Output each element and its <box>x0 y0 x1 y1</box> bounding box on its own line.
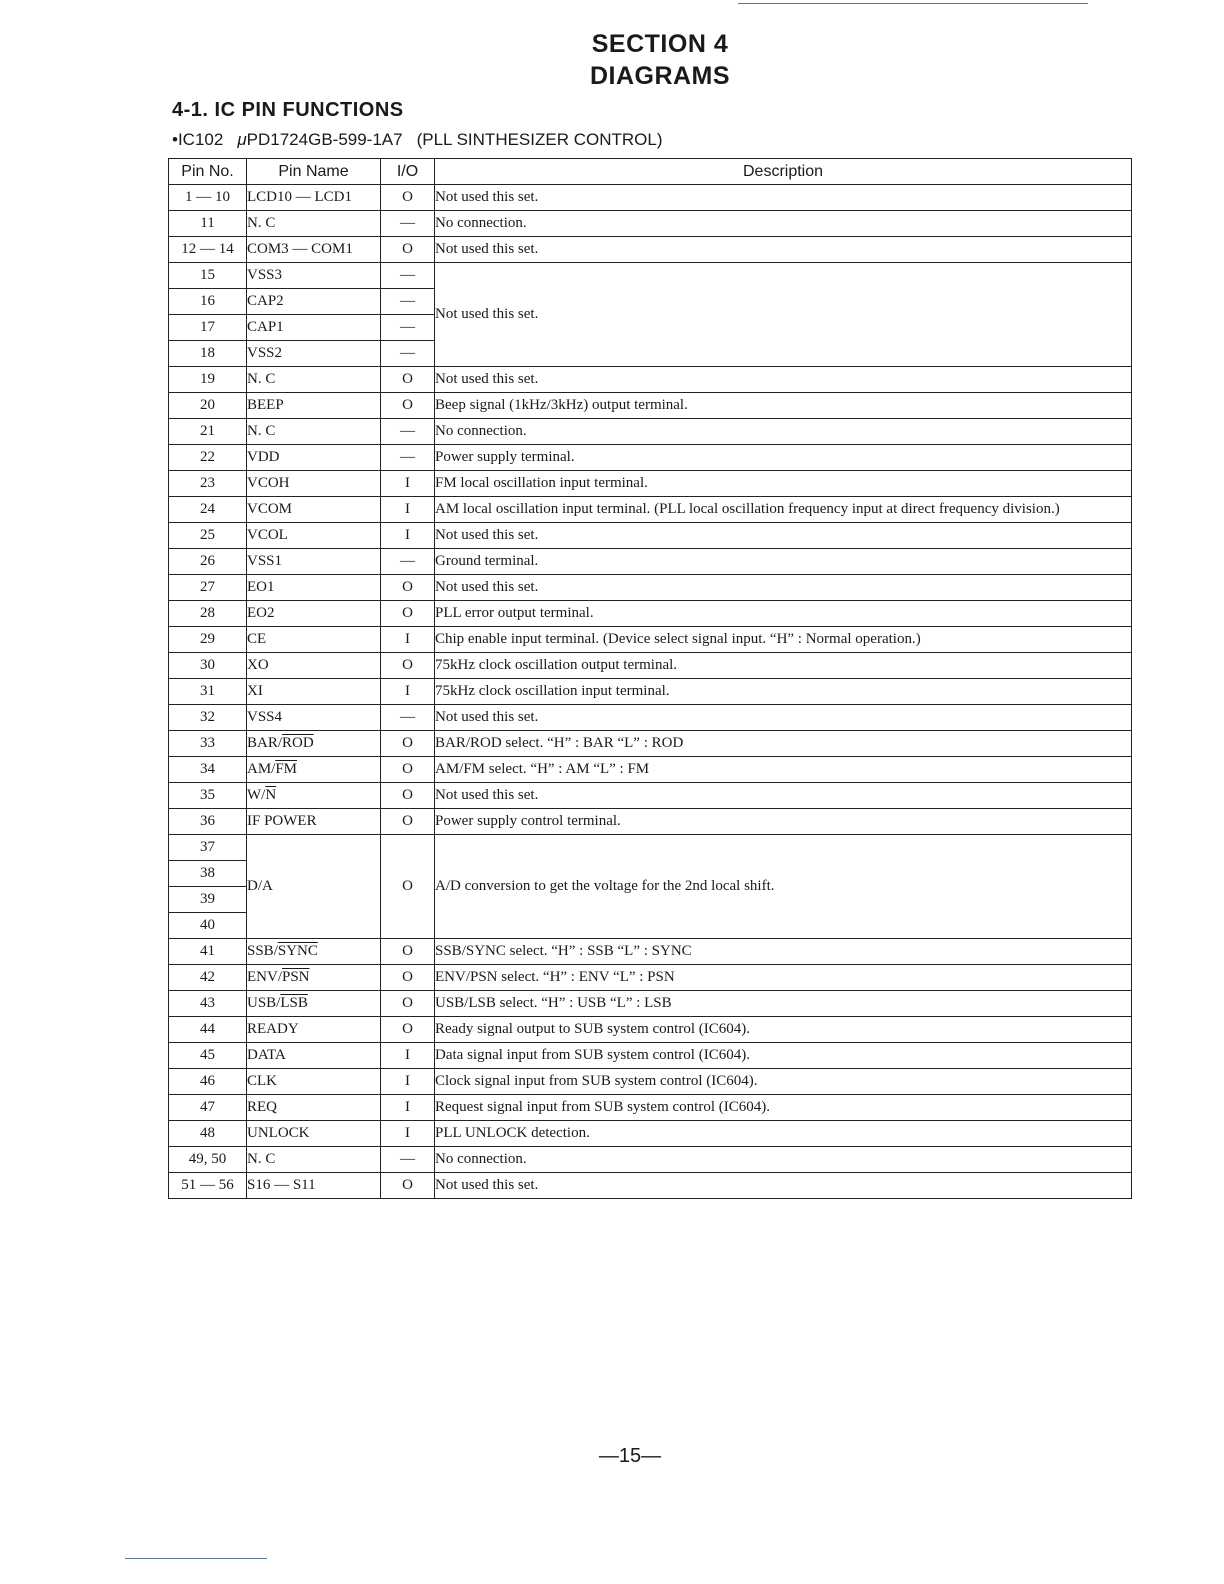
pin-name-text: N. C <box>247 215 276 231</box>
pin-number: 17 <box>169 315 247 341</box>
pin-number: 27 <box>169 575 247 601</box>
pin-name <box>247 341 381 367</box>
pin-io: I <box>381 1121 435 1147</box>
pin-number: 20 <box>169 393 247 419</box>
pin-name <box>247 497 381 523</box>
pin-description: PLL UNLOCK detection. <box>435 1121 1132 1147</box>
table-row <box>169 419 1132 445</box>
pin-number: 31 <box>169 679 247 705</box>
pin-description: Clock signal input from SUB system control (IC604). <box>435 1069 1132 1095</box>
pin-name <box>247 705 381 731</box>
pin-name <box>247 393 381 419</box>
pin-name <box>247 679 381 705</box>
ic-reference: •IC102 <box>172 130 224 149</box>
pin-description: Not used this set. <box>435 523 1132 549</box>
pin-description: Data signal input from SUB system control (IC604). <box>435 1043 1132 1069</box>
pin-number: 48 <box>169 1121 247 1147</box>
pin-name <box>247 939 381 965</box>
pin-name <box>247 1121 381 1147</box>
pin-name-active-low: $\overline{LSB}$ <box>280 995 308 1011</box>
pin-description: Power supply control terminal. <box>435 809 1132 835</box>
pin-name <box>247 471 381 497</box>
pin-function-table <box>168 158 1132 1199</box>
pin-io: I <box>381 523 435 549</box>
pin-number: 16 <box>169 289 247 315</box>
pin-description: Not used this set. <box>435 705 1132 731</box>
pin-io: — <box>381 211 435 237</box>
pin-name-text: VCOL <box>247 527 288 543</box>
pin-name-text: VCOM <box>247 501 293 517</box>
pin-io: O <box>381 783 435 809</box>
pin-io: I <box>381 1095 435 1121</box>
pin-name-text: N. C <box>247 1151 276 1167</box>
pin-name-text: UNLOCK <box>247 1125 310 1141</box>
pin-io: O <box>381 601 435 627</box>
pin-description: Ready signal output to SUB system control (IC604). <box>435 1017 1132 1043</box>
bottom-rule <box>125 1558 267 1559</box>
pin-description: AM/FM select. “H” : AM “L” : FM <box>435 757 1132 783</box>
pin-name <box>247 965 381 991</box>
pin-name-text: VSS1 <box>247 553 283 569</box>
pin-number: 23 <box>169 471 247 497</box>
pin-io: O <box>381 991 435 1017</box>
table-row <box>169 211 1132 237</box>
table-row <box>169 809 1132 835</box>
pin-io: O <box>381 393 435 419</box>
pin-name-text: CAP2 <box>247 293 284 309</box>
pin-description: Ground terminal. <box>435 549 1132 575</box>
pin-number: 30 <box>169 653 247 679</box>
pin-name-active-low: $\overline{N}$ <box>265 787 277 803</box>
pin-name <box>247 653 381 679</box>
table-row <box>169 1121 1132 1147</box>
pin-name <box>247 419 381 445</box>
pin-io: O <box>381 965 435 991</box>
pin-number: 39 <box>169 887 247 913</box>
pin-name <box>247 523 381 549</box>
pin-io: O <box>381 653 435 679</box>
table-row <box>169 237 1132 263</box>
table-row <box>169 757 1132 783</box>
pin-name-active-low: $\overline{FM}$ <box>275 761 298 777</box>
ic-part-number: PD1724GB-599-1A7 <box>246 130 403 149</box>
pin-number: 33 <box>169 731 247 757</box>
pin-io: O <box>381 731 435 757</box>
pin-name-text: VDD <box>247 449 280 465</box>
pin-name-text: N. C <box>247 371 276 387</box>
table-row <box>169 523 1132 549</box>
pin-description: Not used this set. <box>435 783 1132 809</box>
pin-number: 18 <box>169 341 247 367</box>
table-row <box>169 393 1132 419</box>
pin-name-text: VSS2 <box>247 345 283 361</box>
pin-name-text: EO1 <box>247 579 275 595</box>
pin-name-text: DATA <box>247 1047 286 1063</box>
pin-name-text: D/A <box>247 878 273 894</box>
pin-description: Request signal input from SUB system control (IC604). <box>435 1095 1132 1121</box>
pin-number: 46 <box>169 1069 247 1095</box>
pin-name <box>247 1147 381 1173</box>
pin-io: I <box>381 1043 435 1069</box>
pin-number: 42 <box>169 965 247 991</box>
pin-name <box>247 1069 381 1095</box>
table-row <box>169 445 1132 471</box>
pin-description: PLL error output terminal. <box>435 601 1132 627</box>
pin-name-text: S16 — S11 <box>247 1177 316 1193</box>
pin-name <box>247 783 381 809</box>
header-pin-no: Pin No. <box>169 159 247 185</box>
pin-number: 37 <box>169 835 247 861</box>
pin-name <box>247 1173 381 1199</box>
pin-name-text: LCD10 — LCD1 <box>247 189 352 205</box>
section-title: DIAGRAMS <box>589 62 731 90</box>
pin-name-text: EO2 <box>247 605 275 621</box>
pin-io: — <box>381 289 435 315</box>
pin-name <box>247 601 381 627</box>
pin-number: 34 <box>169 757 247 783</box>
pin-number: 45 <box>169 1043 247 1069</box>
pin-name-text: CLK <box>247 1073 277 1089</box>
header-io: I/O <box>381 159 435 185</box>
table-body <box>169 185 1132 1199</box>
table-row <box>169 549 1132 575</box>
pin-description: Not used this set. <box>435 185 1132 211</box>
pin-name-text: VSS4 <box>247 709 283 725</box>
pin-description: USB/LSB select. “H” : USB “L” : LSB <box>435 991 1132 1017</box>
pin-name-text: REQ <box>247 1099 277 1115</box>
table-row <box>169 705 1132 731</box>
pin-io: — <box>381 705 435 731</box>
pin-number: 43 <box>169 991 247 1017</box>
pin-io: — <box>381 315 435 341</box>
pin-name <box>247 1095 381 1121</box>
table-row <box>169 1069 1132 1095</box>
ic-function: (PLL SINTHESIZER CONTROL) <box>416 130 663 149</box>
table-row <box>169 1173 1132 1199</box>
pin-name <box>247 315 381 341</box>
page-number: —15— <box>598 1445 662 1467</box>
table-row <box>169 965 1132 991</box>
section-heading <box>560 28 760 92</box>
pin-name <box>247 263 381 289</box>
table-row <box>169 627 1132 653</box>
pin-number: 38 <box>169 861 247 887</box>
pin-description: Not used this set. <box>435 237 1132 263</box>
table-row <box>169 731 1132 757</box>
pin-description: Not used this set. <box>435 263 1132 367</box>
pin-number: 26 <box>169 549 247 575</box>
pin-name <box>247 185 381 211</box>
pin-name <box>247 1043 381 1069</box>
pin-name <box>247 731 381 757</box>
pin-number: 24 <box>169 497 247 523</box>
pin-name-text: BAR/ <box>247 735 283 751</box>
pin-name-text: COM3 — COM1 <box>247 241 353 257</box>
pin-description: Beep signal (1kHz/3kHz) output terminal. <box>435 393 1132 419</box>
pin-io: — <box>381 263 435 289</box>
pin-description: No connection. <box>435 1147 1132 1173</box>
table-row <box>169 601 1132 627</box>
pin-description: No connection. <box>435 211 1132 237</box>
pin-name <box>247 757 381 783</box>
pin-name <box>247 575 381 601</box>
pin-name-text: XI <box>247 683 263 699</box>
table-row <box>169 497 1132 523</box>
table-row <box>169 939 1132 965</box>
pin-name-text: USB/ <box>247 995 281 1011</box>
pin-io: O <box>381 185 435 211</box>
pin-number: 12 — 14 <box>169 237 247 263</box>
pin-name-active-low: $\overline{ROD}$ <box>282 735 314 751</box>
top-rule <box>738 3 1088 4</box>
table-row <box>169 1017 1132 1043</box>
pin-description: Not used this set. <box>435 1173 1132 1199</box>
pin-description: ENV/PSN select. “H” : ENV “L” : PSN <box>435 965 1132 991</box>
pin-number: 32 <box>169 705 247 731</box>
pin-name-text: VSS3 <box>247 267 283 283</box>
table-row <box>169 679 1132 705</box>
subsection-title: 4-1. IC PIN FUNCTIONS <box>172 99 404 121</box>
pin-io: I <box>381 1069 435 1095</box>
pin-io: I <box>381 627 435 653</box>
pin-io: — <box>381 1147 435 1173</box>
pin-number: 51 — 56 <box>169 1173 247 1199</box>
pin-io: I <box>381 497 435 523</box>
ic-description-line <box>172 130 677 150</box>
pin-name-text: IF POWER <box>247 813 317 829</box>
table-row <box>169 1147 1132 1173</box>
pin-number: 36 <box>169 809 247 835</box>
pin-io: — <box>381 419 435 445</box>
pin-description: A/D conversion to get the voltage for the 2nd local shift. <box>435 835 1132 939</box>
pin-number: 11 <box>169 211 247 237</box>
pin-io: O <box>381 939 435 965</box>
pin-name-text: BEEP <box>247 397 284 413</box>
pin-description: No connection. <box>435 419 1132 445</box>
pin-name-text: AM/ <box>247 761 276 777</box>
table-row <box>169 835 1132 861</box>
pin-io: O <box>381 367 435 393</box>
pin-io: — <box>381 341 435 367</box>
pin-name <box>247 1017 381 1043</box>
ic-part-prefix: μ <box>237 130 247 149</box>
pin-name-text: VCOH <box>247 475 290 491</box>
pin-description: BAR/ROD select. “H” : BAR “L” : ROD <box>435 731 1132 757</box>
pin-name <box>247 445 381 471</box>
pin-io: I <box>381 471 435 497</box>
pin-number: 44 <box>169 1017 247 1043</box>
pin-description: Not used this set. <box>435 575 1132 601</box>
pin-name-text: READY <box>247 1021 299 1037</box>
pin-description: 75kHz clock oscillation output terminal. <box>435 653 1132 679</box>
pin-name-active-low: $\overline{PSN}$ <box>282 969 310 985</box>
pin-number: 29 <box>169 627 247 653</box>
pin-io: O <box>381 835 435 939</box>
pin-name <box>247 237 381 263</box>
table-row <box>169 991 1132 1017</box>
pin-io: O <box>381 575 435 601</box>
pin-name <box>247 835 381 939</box>
pin-number: 19 <box>169 367 247 393</box>
pin-description: Chip enable input terminal. (Device select signal input. “H” : Normal operation.) <box>435 627 1132 653</box>
table-row <box>169 1043 1132 1069</box>
table-row <box>169 575 1132 601</box>
pin-number: 28 <box>169 601 247 627</box>
pin-io: — <box>381 549 435 575</box>
table-row <box>169 1095 1132 1121</box>
pin-number: 15 <box>169 263 247 289</box>
pin-name-text: SSB/ <box>247 943 278 959</box>
pin-name-text: N. C <box>247 423 276 439</box>
pin-name <box>247 211 381 237</box>
table-row <box>169 185 1132 211</box>
header-description: Description <box>435 159 1132 185</box>
pin-io: O <box>381 237 435 263</box>
table-header-row <box>169 159 1132 185</box>
pin-description: AM local oscillation input terminal. (PLL local oscillation frequency input at direct frequency division.) <box>435 497 1132 523</box>
pin-number: 25 <box>169 523 247 549</box>
pin-name-text: W/ <box>247 787 266 803</box>
pin-name-text: CAP1 <box>247 319 284 335</box>
pin-number: 47 <box>169 1095 247 1121</box>
pin-description: SSB/SYNC select. “H” : SSB “L” : SYNC <box>435 939 1132 965</box>
pin-number: 21 <box>169 419 247 445</box>
pin-description: Not used this set. <box>435 367 1132 393</box>
pin-io: — <box>381 445 435 471</box>
pin-description: FM local oscillation input terminal. <box>435 471 1132 497</box>
pin-name <box>247 549 381 575</box>
table-row <box>169 471 1132 497</box>
pin-name-text: ENV/ <box>247 969 282 985</box>
table-row <box>169 367 1132 393</box>
pin-number: 35 <box>169 783 247 809</box>
pin-name <box>247 809 381 835</box>
pin-description: 75kHz clock oscillation input terminal. <box>435 679 1132 705</box>
pin-io: O <box>381 757 435 783</box>
pin-io: I <box>381 679 435 705</box>
pin-io: O <box>381 809 435 835</box>
pin-name-active-low: SYNC <box>277 943 318 959</box>
section-number: SECTION 4 <box>591 30 729 58</box>
pin-name-text: CE <box>247 631 267 647</box>
pin-io: O <box>381 1017 435 1043</box>
pin-name <box>247 289 381 315</box>
table-row <box>169 783 1132 809</box>
table-row <box>169 263 1132 289</box>
header-pin-name: Pin Name <box>247 159 381 185</box>
pin-number: 49, 50 <box>169 1147 247 1173</box>
pin-number: 1 — 10 <box>169 185 247 211</box>
pin-name <box>247 991 381 1017</box>
pin-io: O <box>381 1173 435 1199</box>
pin-number: 41 <box>169 939 247 965</box>
pin-number: 22 <box>169 445 247 471</box>
table-row <box>169 653 1132 679</box>
pin-name-text: XO <box>247 657 269 673</box>
pin-number: 40 <box>169 913 247 939</box>
pin-name <box>247 367 381 393</box>
pin-description: Power supply terminal. <box>435 445 1132 471</box>
pin-name <box>247 627 381 653</box>
